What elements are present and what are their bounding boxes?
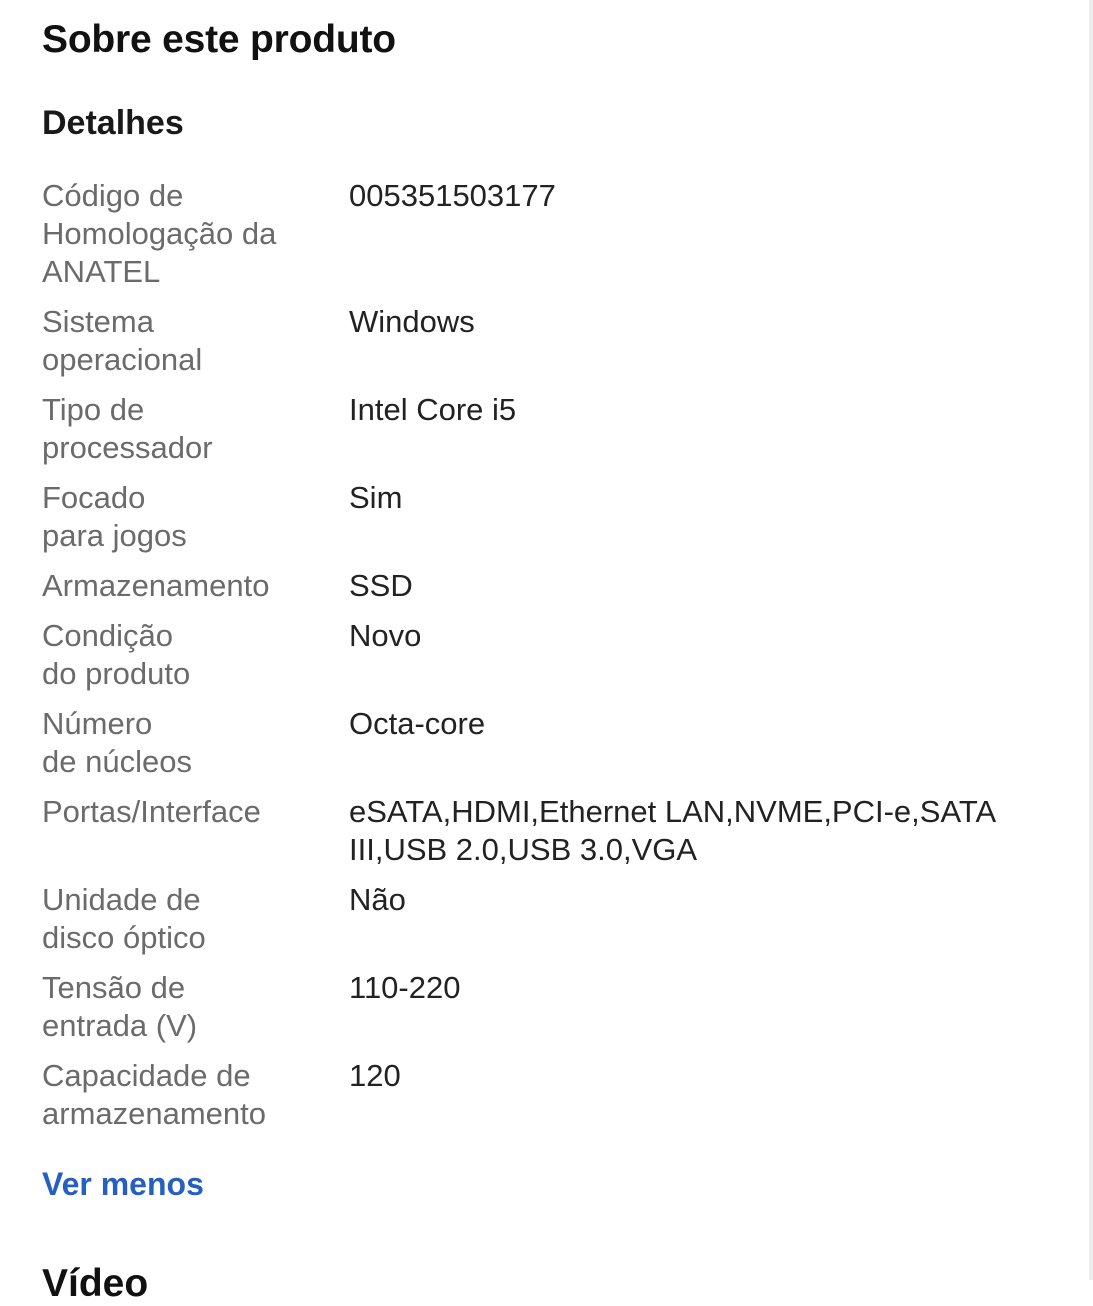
- details-row-ports: [42, 793, 1052, 869]
- details-label: Número de núcleos: [42, 706, 192, 779]
- details-value: 120: [349, 1058, 401, 1093]
- details-row-gaming: [42, 479, 1052, 555]
- details-row-anatel: [42, 177, 1052, 291]
- details-row-cores: [42, 705, 1052, 781]
- details-row-storage-capacity: [42, 1057, 1052, 1133]
- details-label: Tensão de entrada (V): [42, 970, 198, 1043]
- details-label: Unidade de disco óptico: [42, 882, 206, 955]
- details-value: 005351503177: [349, 178, 556, 213]
- details-value: Intel Core i5: [349, 392, 517, 427]
- details-section-title: Detalhes: [42, 104, 184, 142]
- details-value: Sim: [349, 480, 403, 515]
- details-value: 110-220: [349, 970, 461, 1005]
- details-label: Portas/Interface: [42, 794, 261, 829]
- details-label: Armazenamento: [42, 568, 270, 603]
- details-label: Código de Homologação da ANATEL: [42, 178, 277, 289]
- details-table: [42, 177, 1052, 1145]
- details-value: Novo: [349, 618, 422, 653]
- details-value: eSATA,HDMI,Ethernet LAN,NVME,PCI-e,SATA III,USB 2.0,USB 3.0,VGA: [349, 794, 995, 867]
- details-row-input-voltage: [42, 969, 1052, 1045]
- details-label: Condição do produto: [42, 618, 191, 691]
- details-label: Tipo de processador: [42, 392, 213, 465]
- see-less-link[interactable]: Ver menos: [42, 1166, 204, 1202]
- details-row-operating-system: [42, 303, 1052, 379]
- details-value: Não: [349, 882, 406, 917]
- details-row-storage: [42, 567, 1052, 605]
- details-value: Windows: [349, 304, 475, 339]
- details-value: SSD: [349, 568, 413, 603]
- details-row-processor-type: [42, 391, 1052, 467]
- video-section-title: Vídeo: [42, 1262, 149, 1305]
- details-label: Sistema operacional: [42, 304, 203, 377]
- details-row-optical-drive: [42, 881, 1052, 957]
- scrollbar[interactable]: [1089, 0, 1093, 1280]
- details-value: Octa-core: [349, 706, 486, 741]
- page-title: Sobre este produto: [42, 18, 396, 61]
- details-row-condition: [42, 617, 1052, 693]
- details-label: Focado para jogos: [42, 480, 187, 553]
- details-label: Capacidade de armazenamento: [42, 1058, 267, 1131]
